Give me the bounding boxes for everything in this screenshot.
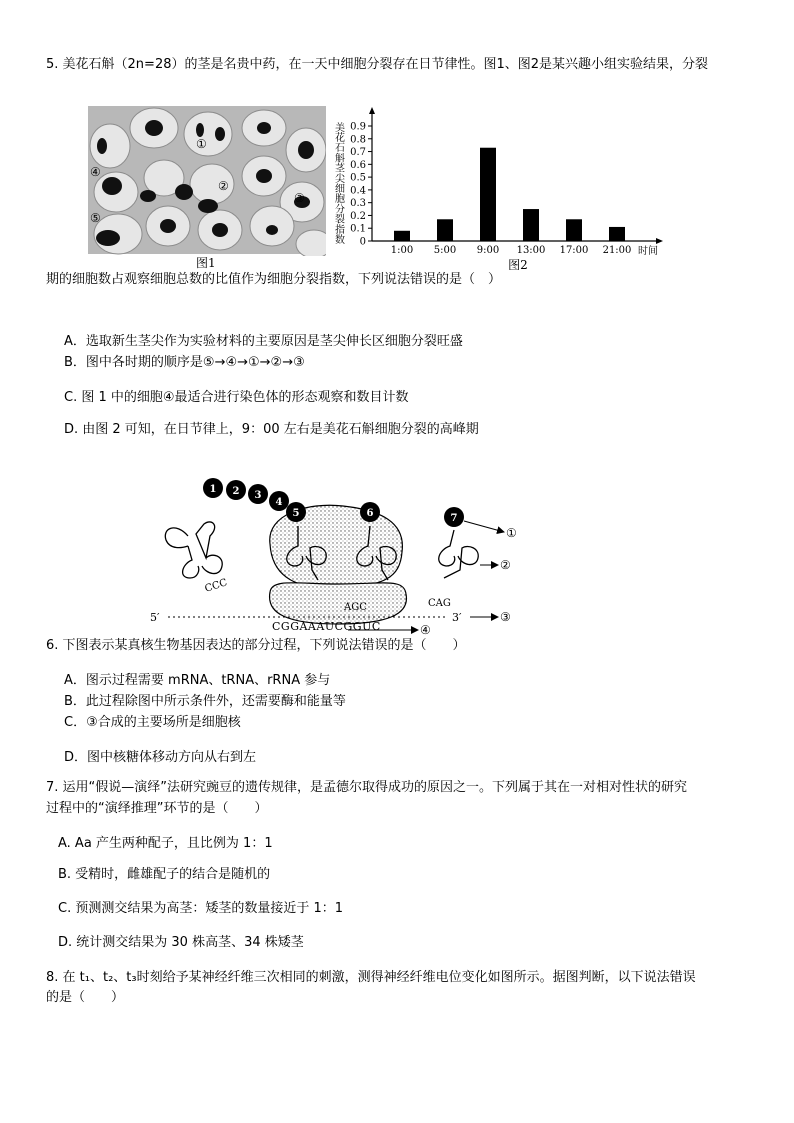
chart-bar	[566, 219, 582, 241]
chart-y-tick-label: 0.2	[350, 210, 366, 222]
fig1-marker-4: ④	[90, 165, 101, 179]
chart-x-tick-label: 5:00	[433, 245, 457, 256]
chart-y-tick-label: 0.3	[350, 198, 366, 210]
chart-y-tick-label: 0.9	[350, 121, 366, 133]
chart-x-tick-label: 21:00	[602, 245, 632, 256]
chart-y-tick-label: 0.5	[350, 172, 366, 184]
amino-acid-5: 5	[292, 508, 300, 519]
chart-bar	[609, 227, 625, 241]
q5-stem-line1: 5. 美花石斛（2n=28）的茎是名贵中药，在一天中细胞分裂存在日节律性。图1、图2是某兴趣小组实验结果，分裂	[46, 57, 709, 72]
amino-acid-4: 4	[275, 497, 283, 508]
chart-bar	[480, 148, 496, 241]
chart-bar	[523, 209, 539, 241]
q5-option-c[interactable]: C. 图 1 中的细胞④最适合进行染色体的形态观察和数目计数	[64, 390, 409, 405]
trna-anticodon-ccc: CCC	[203, 577, 229, 595]
q5-option-a[interactable]: A．选取新生茎尖作为实验材料的主要原因是茎尖伸长区细胞分裂旺盛	[64, 334, 463, 349]
amino-acid-7: 7	[450, 513, 458, 524]
chart-y-tick-label: 0.6	[350, 159, 366, 171]
chart-y-tick-label: 0.7	[350, 147, 366, 159]
q6-option-c[interactable]: C．③合成的主要场所是细胞核	[64, 715, 241, 730]
trna-anticodon-cag: CAG	[428, 598, 451, 609]
q7-option-b[interactable]: B. 受精时，雌雄配子的结合是随机的	[58, 867, 271, 882]
fig1-caption: 图1	[196, 256, 216, 270]
q8-stem-line2: 的是（ ）	[46, 990, 125, 1005]
mrna-3-prime: 3′	[452, 611, 462, 624]
q7-option-a[interactable]: A. Aa 产生两种配子，且比例为 1：1	[58, 836, 273, 851]
amino-acid-3: 3	[254, 490, 262, 501]
label-2: ②	[500, 558, 511, 572]
ribosome-small-subunit	[270, 583, 407, 624]
chart-x-tick-label: 13:00	[516, 245, 546, 256]
q5-option-b[interactable]: B．图中各时期的顺序是⑤→④→①→②→③	[64, 355, 305, 370]
chart-y-axis-arrow	[369, 107, 375, 114]
label-1: ①	[506, 526, 517, 540]
chart-title: 图2	[508, 258, 528, 270]
chart-y-tick-label: 0.8	[350, 134, 366, 146]
chart-x-tick-label: 9:00	[476, 245, 500, 256]
chart-x-tick-label: 1:00	[390, 245, 414, 256]
arrow-to-label-1	[464, 521, 504, 532]
fig1-marker-1: ①	[196, 137, 207, 151]
q7-option-d[interactable]: D. 统计测交结果为 30 株高茎、34 株矮茎	[58, 935, 304, 950]
amino-acid-6: 6	[366, 508, 374, 519]
q6-translation-diagram	[148, 474, 528, 644]
chart-y-label: 美花石斛茎尖细胞分裂指数	[332, 122, 344, 245]
q8-stem-line1: 8. 在 t₁、t₂、t₃时刻给予某神经纤维三次相同的刺激，测得神经纤维电位变化如图所示。据图判断，以下说法错误	[46, 970, 696, 985]
chart-y-tick-label: 0.1	[350, 223, 366, 235]
label-4: ④	[420, 623, 431, 637]
fig1-marker-2: ②	[218, 179, 229, 193]
mrna-sequence: CGGAAAUCGGUC	[272, 620, 381, 633]
q6-stem: 6. 下图表示某真核生物基因表达的部分过程，下列说法错误的是（ ）	[46, 638, 466, 653]
chart-x-axis-arrow	[656, 238, 663, 244]
q7-stem-line1: 7. 运用“假说—演绎”法研究豌豆的遗传规律，是孟德尔取得成功的原因之一。下列属于其在一对相对性状的研究	[46, 780, 688, 795]
q6-option-a[interactable]: A．图示过程需要 mRNA、tRNA、rRNA 参与	[64, 673, 331, 688]
q7-stem-line2: 过程中的“演绎推理”环节的是（ ）	[46, 801, 268, 816]
chart-x-tick-label: 17:00	[559, 245, 589, 256]
q5-stem-line2: 期的细胞数占观察细胞总数的比值作为细胞分裂指数，下列说法错误的是（ ）	[46, 272, 502, 287]
trna-anticodon-agc: AGC	[344, 602, 367, 613]
q6-option-b[interactable]: B．此过程除图中所示条件外，还需要酶和能量等	[64, 694, 346, 709]
chart-bar	[394, 231, 410, 241]
label-3: ③	[500, 610, 511, 624]
amino-acid-2: 2	[232, 486, 240, 497]
amino-acid-1: 1	[209, 484, 217, 495]
fig1-marker-3: ③	[294, 191, 305, 205]
chart-y-tick-label: 0.4	[350, 185, 366, 197]
q5-figure1-micrograph	[88, 106, 326, 260]
mrna-5-prime: 5′	[150, 611, 160, 624]
fig1-marker-5: ⑤	[90, 211, 101, 225]
q7-option-c[interactable]: C. 预测测交结果为高茎：矮茎的数量接近于 1：1	[58, 901, 344, 916]
chart-bar	[437, 219, 453, 241]
chart-x-label: 时间	[638, 246, 658, 257]
q5-option-d[interactable]: D. 由图 2 可知，在日节律上，9：00 左右是美花石斛细胞分裂的高峰期	[64, 422, 479, 437]
q6-option-d[interactable]: D．图中核糖体移动方向从右到左	[64, 750, 257, 765]
chart-y-tick-label: 0	[359, 236, 366, 248]
q5-figure2-chart	[330, 104, 670, 274]
